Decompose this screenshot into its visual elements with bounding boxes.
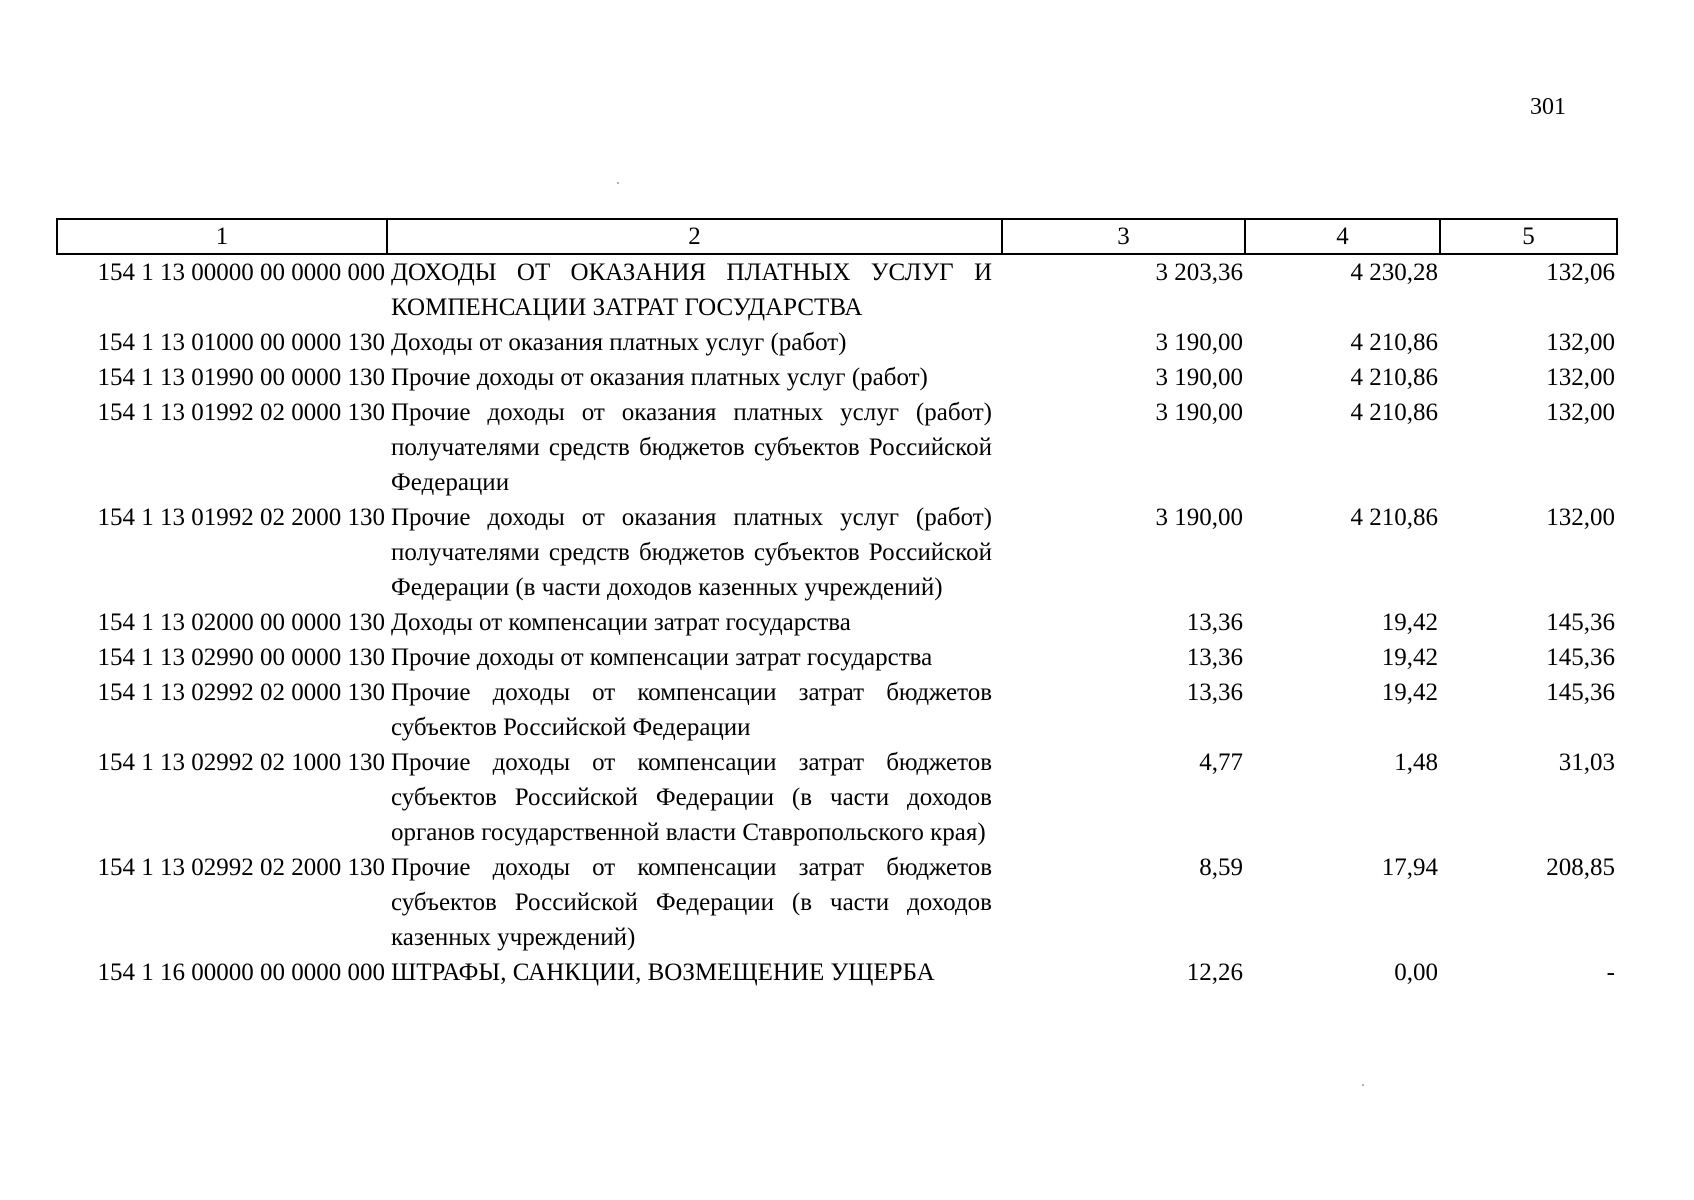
value-cell-col3: 3 190,00 [1155,329,1243,356]
table-row [57,395,1617,500]
table-row [57,605,1617,640]
budget-code-cell: 154 1 13 00000 00 0000 000 [97,259,385,286]
column-number-header-row [57,219,1617,254]
budget-code-cell: 154 1 13 02000 00 0000 130 [97,609,385,636]
revenue-name-cell: Прочие доходы от оказания платных услуг (работ) получателями средств бюджетов субъектов Российской Федерации (в части доходов казенных учреждений) [391,504,992,601]
value-cell-col3: 3 190,00 [1155,504,1243,531]
revenue-name-cell: Прочие доходы от оказания платных услуг (работ) получателями средств бюджетов субъектов Российской Федерации [391,399,992,496]
budget-code-cell: 154 1 16 00000 00 0000 000 [97,959,385,986]
value-cell-col5: - [1606,959,1615,986]
value-cell-col5: 145,36 [1546,679,1615,706]
value-cell-col3: 4,77 [1199,749,1243,776]
value-cell-col3: 13,36 [1186,644,1243,671]
value-cell-col3: 3 190,00 [1155,399,1243,426]
scan-speck [617,182,619,184]
value-cell-col5: 132,06 [1546,259,1615,286]
value-cell-col4: 4 210,86 [1350,504,1438,531]
table-row [57,675,1617,745]
table-row [57,640,1617,675]
budget-code-cell: 154 1 13 02990 00 0000 130 [97,644,385,671]
value-cell-col5: 31,03 [1558,749,1615,776]
budget-code-cell: 154 1 13 02992 02 2000 130 [97,854,385,881]
scan-speck [1362,1084,1364,1086]
value-cell-col4: 19,42 [1381,609,1438,636]
revenue-name-cell: ШТРАФЫ, САНКЦИИ, ВОЗМЕЩЕНИЕ УЩЕРБА [391,959,935,986]
value-cell-col4: 4 210,86 [1350,329,1438,356]
revenue-name-cell: Доходы от компенсации затрат государства [391,609,851,636]
column-header-1: 1 [57,219,387,254]
value-cell-col3: 12,26 [1186,959,1243,986]
value-cell-col4: 4 210,86 [1350,364,1438,391]
revenue-name-cell: Прочие доходы от оказания платных услуг (работ) [391,364,928,391]
revenue-name-cell: Прочие доходы от компенсации затрат государства [391,644,933,671]
column-header-3: 3 [1002,219,1245,254]
revenue-name-cell: Прочие доходы от компенсации затрат бюджетов субъектов Российской Федерации (в части доходов органов государственной власти Ставропольского края) [391,749,992,846]
table-row [57,500,1617,605]
budget-code-cell: 154 1 13 01000 00 0000 130 [97,329,385,356]
value-cell-col3: 3 190,00 [1155,364,1243,391]
value-cell-col4: 19,42 [1381,644,1438,671]
value-cell-col4: 4 230,28 [1350,259,1438,286]
revenue-name-cell: ДОХОДЫ ОТ ОКАЗАНИЯ ПЛАТНЫХ УСЛУГ И КОМПЕНСАЦИИ ЗАТРАТ ГОСУДАРСТВА [391,259,992,321]
budget-code-cell: 154 1 13 02992 02 0000 130 [97,679,385,706]
table-row [57,360,1617,395]
table-row [57,955,1617,990]
table-row [57,254,1617,325]
revenue-table [56,218,1618,990]
column-header-5: 5 [1440,219,1617,254]
value-cell-col5: 132,00 [1546,504,1615,531]
table-body [57,254,1617,990]
value-cell-col5: 145,36 [1546,644,1615,671]
value-cell-col4: 1,48 [1394,749,1438,776]
value-cell-col3: 13,36 [1186,609,1243,636]
value-cell-col5: 132,00 [1546,399,1615,426]
value-cell-col3: 3 203,36 [1155,259,1243,286]
value-cell-col5: 132,00 [1546,329,1615,356]
budget-code-cell: 154 1 13 01992 02 2000 130 [97,504,385,531]
value-cell-col4: 4 210,86 [1350,399,1438,426]
budget-code-cell: 154 1 13 02992 02 1000 130 [97,749,385,776]
table-row [57,325,1617,360]
value-cell-col3: 13,36 [1186,679,1243,706]
revenue-name-cell: Доходы от оказания платных услуг (работ) [391,329,847,356]
value-cell-col5: 132,00 [1546,364,1615,391]
value-cell-col4: 19,42 [1381,679,1438,706]
column-header-4: 4 [1245,219,1440,254]
value-cell-col4: 17,94 [1381,854,1438,881]
budget-code-cell: 154 1 13 01992 02 0000 130 [97,399,385,426]
value-cell-col3: 8,59 [1199,854,1243,881]
page-number: 301 [1530,94,1566,120]
column-header-2: 2 [387,219,1002,254]
revenue-name-cell: Прочие доходы от компенсации затрат бюджетов субъектов Российской Федерации [391,679,992,741]
table-row [57,745,1617,850]
budget-code-cell: 154 1 13 01990 00 0000 130 [97,364,385,391]
value-cell-col4: 0,00 [1394,959,1438,986]
value-cell-col5: 145,36 [1546,609,1615,636]
value-cell-col5: 208,85 [1546,854,1615,881]
table-row [57,850,1617,955]
revenue-name-cell: Прочие доходы от компенсации затрат бюджетов субъектов Российской Федерации (в части доходов казенных учреждений) [391,854,992,951]
